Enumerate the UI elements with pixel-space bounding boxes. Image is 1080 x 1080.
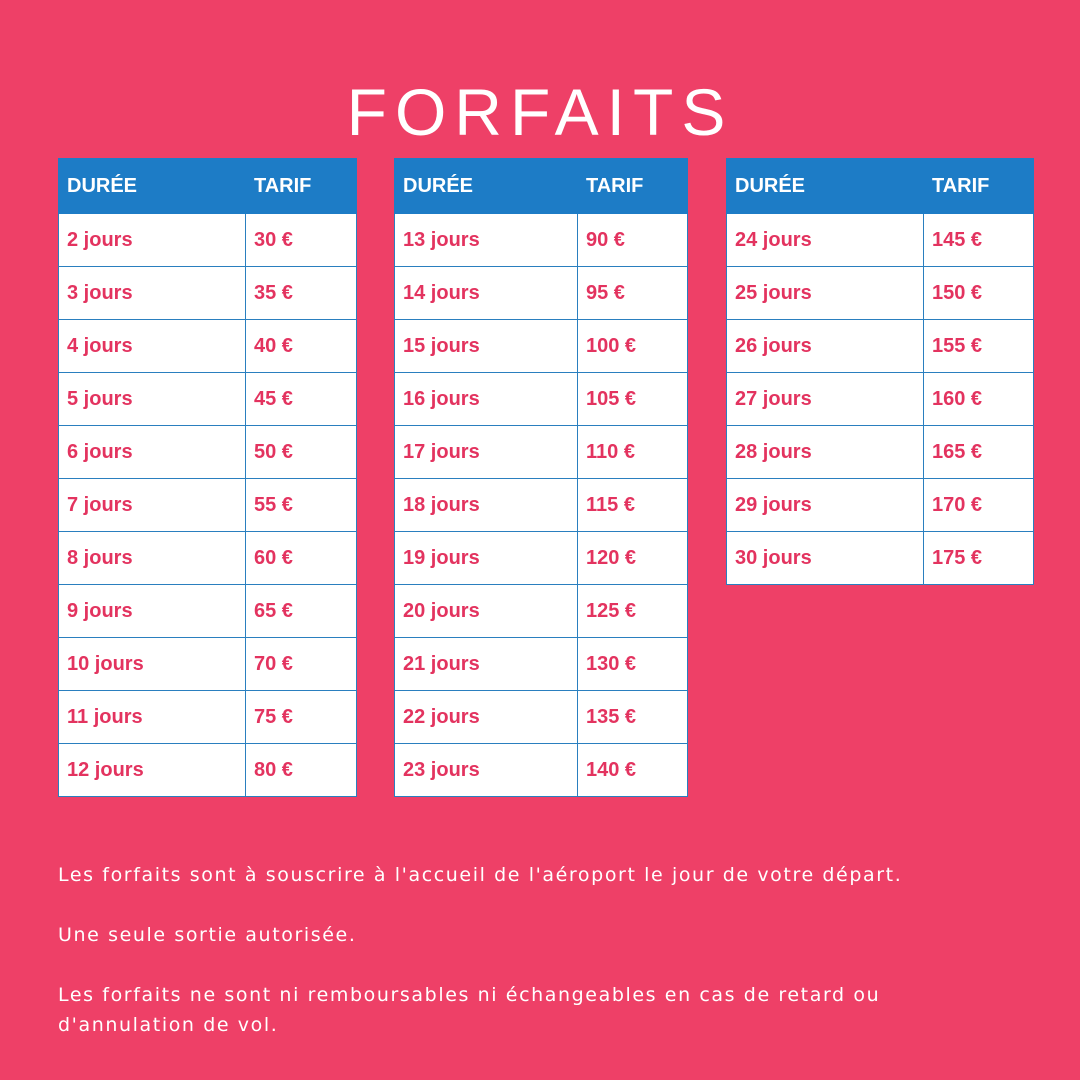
duration-cell: 27 jours	[727, 373, 924, 426]
note-single-exit: Une seule sortie autorisée.	[58, 924, 357, 946]
price-cell: 30 €	[246, 214, 357, 267]
table-row	[395, 638, 688, 691]
duration-cell: 14 jours	[395, 267, 578, 320]
table-row	[59, 479, 357, 532]
price-cell: 165 €	[924, 426, 1034, 479]
column-header-tarif: TARIF	[578, 159, 688, 214]
table-row	[59, 691, 357, 744]
price-cell: 100 €	[578, 320, 688, 373]
duration-cell: 23 jours	[395, 744, 578, 797]
price-cell: 80 €	[246, 744, 357, 797]
table-row	[395, 214, 688, 267]
column-header-duree: DURÉE	[395, 159, 578, 214]
duration-cell: 30 jours	[727, 532, 924, 585]
table-row	[395, 691, 688, 744]
price-cell: 45 €	[246, 373, 357, 426]
table-header-row	[59, 159, 357, 214]
page-title: FORFAITS	[346, 75, 734, 150]
duration-cell: 10 jours	[59, 638, 246, 691]
table-row	[727, 373, 1034, 426]
duration-cell: 7 jours	[59, 479, 246, 532]
price-cell: 75 €	[246, 691, 357, 744]
price-cell: 145 €	[924, 214, 1034, 267]
price-cell: 35 €	[246, 267, 357, 320]
duration-cell: 8 jours	[59, 532, 246, 585]
duration-cell: 15 jours	[395, 320, 578, 373]
duration-cell: 11 jours	[59, 691, 246, 744]
table-header-row	[727, 159, 1034, 214]
column-header-duree: DURÉE	[59, 159, 246, 214]
duration-cell: 5 jours	[59, 373, 246, 426]
price-cell: 95 €	[578, 267, 688, 320]
table-row	[395, 532, 688, 585]
table-row	[727, 320, 1034, 373]
table-row	[395, 267, 688, 320]
duration-cell: 6 jours	[59, 426, 246, 479]
table-row	[395, 585, 688, 638]
duration-cell: 22 jours	[395, 691, 578, 744]
duration-cell: 18 jours	[395, 479, 578, 532]
table-row	[727, 214, 1034, 267]
price-cell: 90 €	[578, 214, 688, 267]
duration-cell: 20 jours	[395, 585, 578, 638]
notes-section	[58, 860, 1018, 1070]
price-cell: 135 €	[578, 691, 688, 744]
table-row	[59, 320, 357, 373]
price-table-3	[726, 158, 1034, 585]
column-header-duree: DURÉE	[727, 159, 924, 214]
duration-cell: 24 jours	[727, 214, 924, 267]
table-row	[59, 267, 357, 320]
table-row	[395, 373, 688, 426]
table-row	[59, 426, 357, 479]
duration-cell: 29 jours	[727, 479, 924, 532]
price-cell: 125 €	[578, 585, 688, 638]
table-row	[59, 585, 357, 638]
price-cell: 115 €	[578, 479, 688, 532]
table-row	[727, 532, 1034, 585]
table-row	[727, 267, 1034, 320]
note-subscription: Les forfaits sont à souscrire à l'accueil de l'aéroport le jour de votre départ.	[58, 864, 903, 886]
duration-cell: 16 jours	[395, 373, 578, 426]
duration-cell: 21 jours	[395, 638, 578, 691]
table-row	[395, 426, 688, 479]
table-row	[395, 479, 688, 532]
table-row	[59, 638, 357, 691]
duration-cell: 4 jours	[59, 320, 246, 373]
price-cell: 140 €	[578, 744, 688, 797]
price-cell: 65 €	[246, 585, 357, 638]
price-cell: 55 €	[246, 479, 357, 532]
price-cell: 175 €	[924, 532, 1034, 585]
duration-cell: 9 jours	[59, 585, 246, 638]
table-row	[59, 744, 357, 797]
price-cell: 60 €	[246, 532, 357, 585]
duration-cell: 12 jours	[59, 744, 246, 797]
table-header-row	[395, 159, 688, 214]
duration-cell: 13 jours	[395, 214, 578, 267]
duration-cell: 17 jours	[395, 426, 578, 479]
price-table-1	[58, 158, 357, 797]
duration-cell: 28 jours	[727, 426, 924, 479]
table-row	[395, 320, 688, 373]
price-cell: 160 €	[924, 373, 1034, 426]
table-row	[59, 532, 357, 585]
price-cell: 170 €	[924, 479, 1034, 532]
duration-cell: 19 jours	[395, 532, 578, 585]
price-cell: 130 €	[578, 638, 688, 691]
price-cell: 155 €	[924, 320, 1034, 373]
column-header-tarif: TARIF	[246, 159, 357, 214]
note-non-refundable: Les forfaits ne sont ni remboursables ni échangeables en cas de retard ou d'annulation de vol.	[58, 984, 881, 1036]
table-row	[59, 373, 357, 426]
price-cell: 120 €	[578, 532, 688, 585]
price-cell: 110 €	[578, 426, 688, 479]
duration-cell: 26 jours	[727, 320, 924, 373]
price-table-2	[394, 158, 688, 797]
duration-cell: 25 jours	[727, 267, 924, 320]
duration-cell: 2 jours	[59, 214, 246, 267]
price-cell: 50 €	[246, 426, 357, 479]
price-cell: 70 €	[246, 638, 357, 691]
table-row	[395, 744, 688, 797]
price-cell: 40 €	[246, 320, 357, 373]
table-row	[727, 479, 1034, 532]
column-header-tarif: TARIF	[924, 159, 1034, 214]
price-cell: 105 €	[578, 373, 688, 426]
table-row	[59, 214, 357, 267]
table-row	[727, 426, 1034, 479]
duration-cell: 3 jours	[59, 267, 246, 320]
price-cell: 150 €	[924, 267, 1034, 320]
